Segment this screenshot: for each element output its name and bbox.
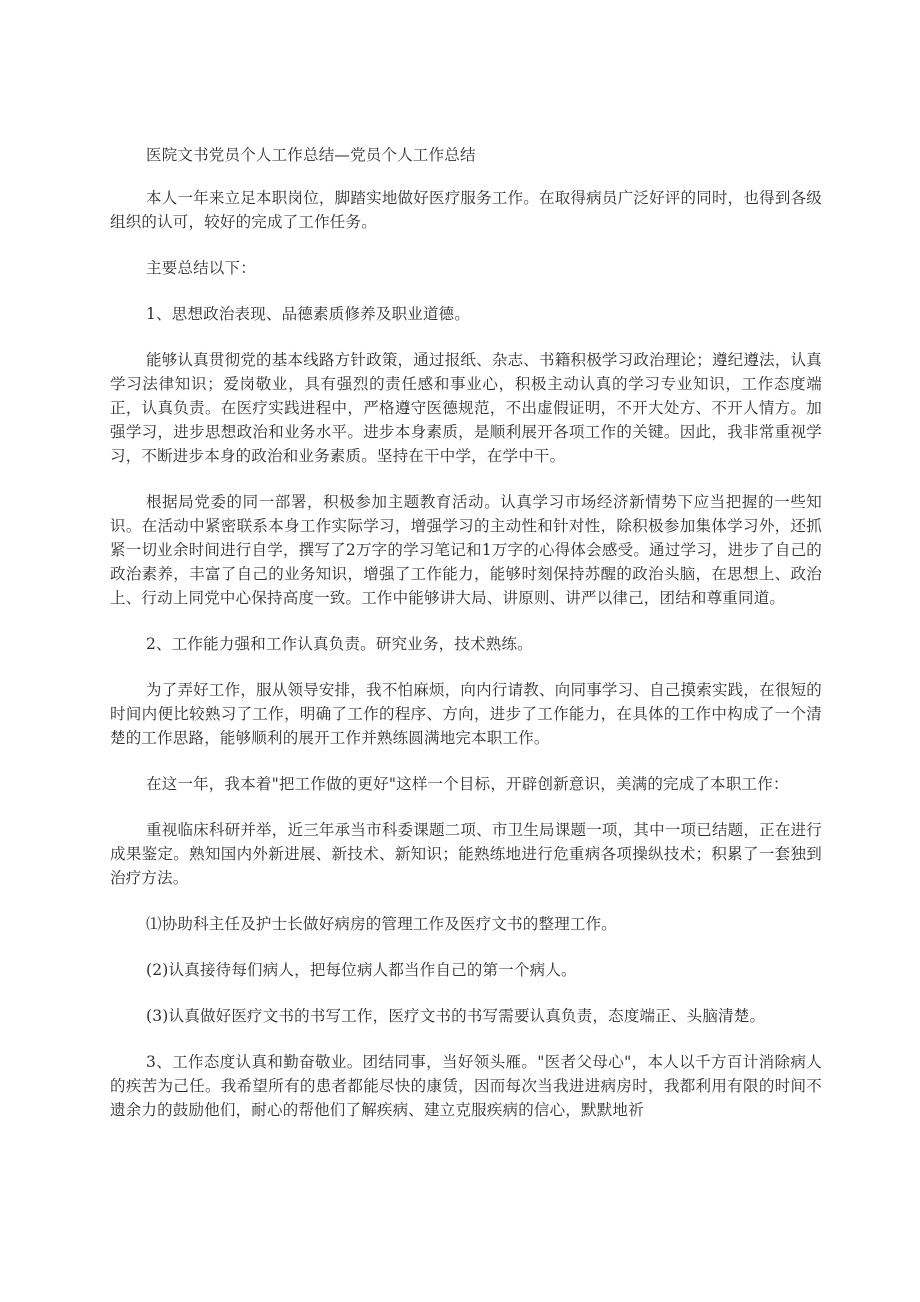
list-item-1: ⑴协助科主任及护士长做好病房的管理工作及医疗文书的整理工作。: [146, 915, 618, 933]
list-item-2: (2)认真接待每们病人，把每位病人都当作自己的第一个病人。: [146, 961, 577, 979]
paragraph-intro: 本人一年来立足本职岗位，脚踏实地做好医疗服务工作。在取得病员广泛好评的同时，也得到各级组织的认可，较好的完成了工作任务。: [110, 189, 822, 231]
paragraph-work-ability: 为了弄好工作，服从领导安排，我不怕麻烦，向内行请教、向同事学习、自己摸索实践，在很短的时间内便比较熟习了工作，明确了工作的程序、方向，进步了工作能力，在具体的工作中构成了一个清楚的工作思路，能够顺利的展开工作并熟练圆满地完本职工作。: [110, 681, 822, 747]
paragraph-summary-lead: 主要总结以下：: [146, 259, 256, 277]
section-heading-3: 3、工作态度认真和勤奋敬业。团结同事，当好领头雁。"医者父母心"，本人以千方百计消除病人的疾苦为己任。我希望所有的患者都能尽快的康赁，因而每次当我进进病房时，我都利用有限的时间不遗余力的鼓励他们，耐心的帮他们了解疾病、建立克服疾病的信心，默默地祈: [110, 1053, 822, 1119]
paragraph-theme-education: 根据局党委的同一部署，积极参加主题教育活动。认真学习市场经济新情势下应当把握的一些知识。在活动中紧密联系本身工作实际学习，增强学习的主动性和针对性，除积极参加集体学习外，还抓紧一切业余时间进行自学，撰写了2万字的学习笔记和1万字的心得体会感受。通过学习，进步了自己的政治素养，丰富了自己的业务知识，增强了工作能力，能够时刻保持苏醒的政治头脑，在思想上、政治上、行动上同党中心保持高度一致。工作中能够讲大局、讲原则、讲严以律己，团结和尊重同道。: [110, 493, 822, 607]
paragraph-year-goal: 在这一年，我本着"把工作做的更好"这样一个目标，开辟创新意识，美满的完成了本职工作：: [146, 775, 789, 793]
list-item-3: (3)认真做好医疗文书的书写工作，医疗文书的书写需要认真负责，态度端正、头脑清楚。: [146, 1007, 766, 1025]
paragraph-clinical-research: 重视临床科研并举，近三年承当市科委课题二项、市卫生局课题一项，其中一项已结题，正在进行成果鉴定。熟知国内外新进展、新技术、新知识；能熟练地进行危重病各项操纵技术；积累了一套独到治疗方法。: [110, 821, 822, 887]
paragraph-political-study: 能够认真贯彻党的基本线路方针政策，通过报纸、杂志、书籍积极学习政治理论；遵纪遵法，认真学习法律知识；爱岗敬业，具有强烈的责任感和事业心，积极主动认真的学习专业知识，工作态度端正，认真负责。在医疗实践进程中，严格遵守医德规范，不出虚假证明，不开大处方、不开人情方。加强学习，进步思想政治和业务水平。进步本身素质，是顺利展开各项工作的关键。因此，我非常重视学习，不断进步本身的政治和业务素质。坚持在干中学，在学中干。: [110, 351, 822, 465]
section-heading-2: 2、工作能力强和工作认真负责。研究业务，技术熟练。: [146, 635, 533, 653]
document-body: [110, 143, 822, 1122]
document-title: 医院文书党员个人工作总结—党员个人工作总结: [146, 146, 476, 164]
section-heading-1: 1、思想政治表现、品德素质修养及职业道德。: [146, 305, 471, 323]
